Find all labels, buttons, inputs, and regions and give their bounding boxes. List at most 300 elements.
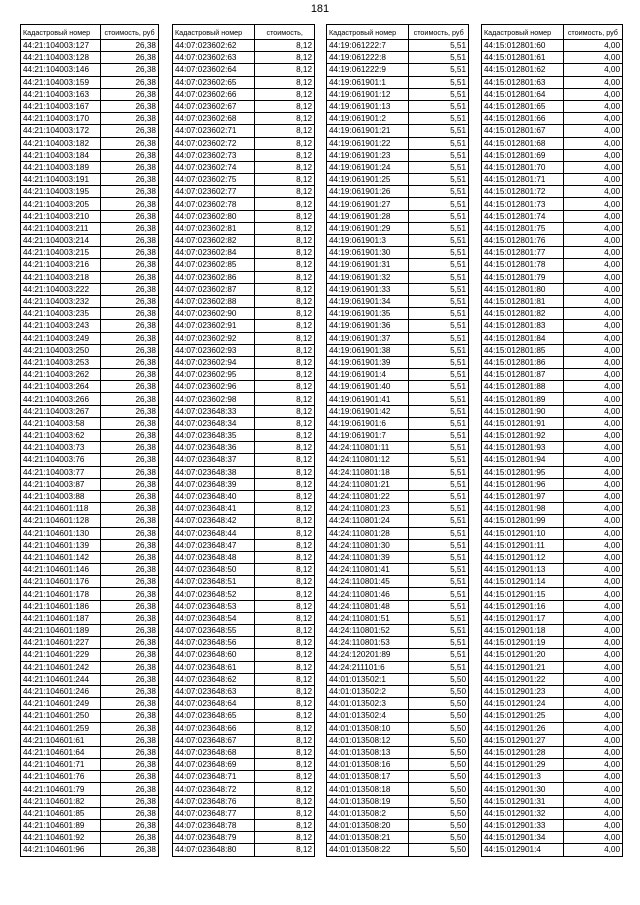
table-row: [482, 149, 623, 161]
cadastral-number-cell: 44:19:061901:42: [327, 405, 409, 417]
table-row: [173, 222, 315, 234]
cost-cell: 4,00: [563, 174, 622, 186]
table-row: [327, 698, 469, 710]
cost-cell: 5,51: [409, 344, 469, 356]
cadastral-number-cell: 44:07:023648:63: [173, 685, 255, 697]
cost-cell: 8,12: [255, 405, 315, 417]
cadastral-number-cell: 44:15:012801:92: [482, 430, 564, 442]
cost-cell: 4,00: [563, 564, 622, 576]
table-row: [173, 198, 315, 210]
cost-cell: 4,00: [563, 734, 622, 746]
cost-cell: 5,51: [409, 661, 469, 673]
table-row: [482, 832, 623, 844]
cost-cell: 8,12: [255, 710, 315, 722]
table-row: [21, 576, 159, 588]
table-row: [482, 283, 623, 295]
table-row: [21, 673, 159, 685]
cost-cell: 5,51: [409, 551, 469, 563]
cadastral-number-cell: 44:07:023648:80: [173, 844, 255, 856]
table-row: [327, 271, 469, 283]
cadastral-number-cell: 44:19:061901:37: [327, 332, 409, 344]
table-row: [482, 52, 623, 64]
cadastral-number-cell: 44:07:023602:74: [173, 161, 255, 173]
table-row: [21, 820, 159, 832]
cadastral-number-cell: 44:15:012801:72: [482, 186, 564, 198]
cost-cell: 26,38: [101, 515, 159, 527]
table-row: [173, 259, 315, 271]
table-row: [482, 186, 623, 198]
cadastral-number-cell: 44:07:023602:92: [173, 332, 255, 344]
table-row: [482, 466, 623, 478]
cost-cell: 26,38: [101, 783, 159, 795]
cadastral-number-cell: 44:21:104601:146: [21, 564, 101, 576]
cadastral-number-cell: 44:24:110801:23: [327, 503, 409, 515]
cost-cell: 8,12: [255, 515, 315, 527]
cadastral-number-cell: 44:07:023602:80: [173, 210, 255, 222]
cadastral-number-cell: 44:21:104003:249: [21, 332, 101, 344]
cadastral-number-cell: 44:21:104601:227: [21, 637, 101, 649]
table-row: [21, 551, 159, 563]
cost-cell: 26,38: [101, 490, 159, 502]
table-row: [327, 125, 469, 137]
cadastral-number-cell: 44:21:104601:118: [21, 503, 101, 515]
cadastral-number-cell: 44:21:104003:195: [21, 186, 101, 198]
cost-cell: 5,51: [409, 466, 469, 478]
table-row: [173, 661, 315, 673]
cadastral-number-cell: 44:15:012801:97: [482, 490, 564, 502]
table-row: [482, 478, 623, 490]
table-row: [21, 515, 159, 527]
cost-cell: 4,00: [563, 722, 622, 734]
table-row: [482, 198, 623, 210]
header-cost: стоимость, руб: [563, 25, 622, 40]
table-row: [327, 710, 469, 722]
table-row: [482, 161, 623, 173]
table-row: [482, 625, 623, 637]
table-row: [327, 612, 469, 624]
table-row: [21, 222, 159, 234]
cost-cell: 5,51: [409, 235, 469, 247]
cost-cell: 4,00: [563, 625, 622, 637]
cadastral-number-cell: 44:07:023602:62: [173, 40, 255, 52]
header-cadastral-number: Кадастровый номер: [173, 25, 255, 40]
cadastral-number-cell: 44:07:023648:78: [173, 820, 255, 832]
cadastral-number-cell: 44:15:012901:31: [482, 795, 564, 807]
table-row: [482, 442, 623, 454]
cadastral-number-cell: 44:21:104003:88: [21, 490, 101, 502]
table-row: [173, 88, 315, 100]
cadastral-number-cell: 44:15:012801:84: [482, 332, 564, 344]
cost-cell: 4,00: [563, 247, 622, 259]
table-row: [173, 466, 315, 478]
table-row: [173, 551, 315, 563]
cadastral-number-cell: 44:24:110801:24: [327, 515, 409, 527]
cost-cell: 5,50: [409, 710, 469, 722]
cost-cell: 8,12: [255, 174, 315, 186]
table-row: [327, 576, 469, 588]
cadastral-number-cell: 44:07:023602:98: [173, 393, 255, 405]
cost-cell: 5,51: [409, 539, 469, 551]
cadastral-number-cell: 44:07:023648:53: [173, 600, 255, 612]
cadastral-number-cell: 44:21:104003:267: [21, 405, 101, 417]
cost-cell: 4,00: [563, 515, 622, 527]
table-row: [21, 698, 159, 710]
cadastral-number-cell: 44:21:104003:235: [21, 308, 101, 320]
cadastral-number-cell: 44:21:104601:242: [21, 661, 101, 673]
cost-cell: 5,51: [409, 625, 469, 637]
cost-cell: 26,38: [101, 795, 159, 807]
cadastral-number-cell: 44:15:012801:68: [482, 137, 564, 149]
cadastral-number-cell: 44:19:061901:24: [327, 161, 409, 173]
table-row: [21, 600, 159, 612]
table-row: [173, 271, 315, 283]
table-row: [21, 381, 159, 393]
cadastral-number-cell: 44:07:023648:65: [173, 710, 255, 722]
cost-cell: 5,51: [409, 527, 469, 539]
cost-cell: 4,00: [563, 466, 622, 478]
cadastral-number-cell: 44:01:013508:18: [327, 783, 409, 795]
cost-cell: 4,00: [563, 600, 622, 612]
cost-cell: 26,38: [101, 174, 159, 186]
cadastral-number-cell: 44:21:104003:191: [21, 174, 101, 186]
cost-cell: 5,51: [409, 247, 469, 259]
cost-cell: 4,00: [563, 661, 622, 673]
cadastral-number-cell: 44:24:110801:48: [327, 600, 409, 612]
cost-cell: 5,51: [409, 454, 469, 466]
cadastral-number-cell: 44:19:061901:36: [327, 320, 409, 332]
table-row: [482, 698, 623, 710]
cadastral-number-cell: 44:07:023648:77: [173, 807, 255, 819]
cost-cell: 5,51: [409, 198, 469, 210]
cost-cell: 26,38: [101, 381, 159, 393]
cadastral-number-cell: 44:19:061222:8: [327, 52, 409, 64]
cost-cell: 26,38: [101, 125, 159, 137]
table-row: [327, 308, 469, 320]
cost-cell: 8,12: [255, 295, 315, 307]
cadastral-number-cell: 44:19:061901:6: [327, 417, 409, 429]
cadastral-number-cell: 44:15:012801:76: [482, 235, 564, 247]
table-row: [327, 235, 469, 247]
cost-cell: 26,38: [101, 478, 159, 490]
table-row: [327, 527, 469, 539]
cost-cell: 26,38: [101, 722, 159, 734]
cost-cell: 5,51: [409, 259, 469, 271]
table-row: [482, 100, 623, 112]
cost-cell: 5,50: [409, 746, 469, 758]
cadastral-number-cell: 44:24:110801:12: [327, 454, 409, 466]
table-row: [21, 259, 159, 271]
cadastral-number-cell: 44:15:012801:70: [482, 161, 564, 173]
table-row: [482, 332, 623, 344]
cost-cell: 4,00: [563, 186, 622, 198]
cadastral-number-cell: 44:15:012801:83: [482, 320, 564, 332]
cost-cell: 4,00: [563, 612, 622, 624]
cadastral-number-cell: 44:15:012901:15: [482, 588, 564, 600]
table-row: [327, 88, 469, 100]
table-row: [21, 344, 159, 356]
table-row: [482, 137, 623, 149]
cadastral-number-cell: 44:15:012801:67: [482, 125, 564, 137]
table-row: [173, 161, 315, 173]
cost-cell: 26,38: [101, 320, 159, 332]
table-row: [482, 417, 623, 429]
cost-cell: 26,38: [101, 734, 159, 746]
table-row: [173, 685, 315, 697]
cadastral-number-cell: 44:07:023648:52: [173, 588, 255, 600]
cost-cell: 4,00: [563, 746, 622, 758]
cadastral-number-cell: 44:07:023602:66: [173, 88, 255, 100]
cost-cell: 5,51: [409, 271, 469, 283]
cadastral-number-cell: 44:21:104003:222: [21, 283, 101, 295]
cost-cell: 4,00: [563, 771, 622, 783]
cost-cell: 5,51: [409, 149, 469, 161]
cadastral-number-cell: 44:21:104003:146: [21, 64, 101, 76]
table-row: [482, 40, 623, 52]
cost-cell: 26,38: [101, 661, 159, 673]
cadastral-number-cell: 44:21:104601:186: [21, 600, 101, 612]
cadastral-table-1: [20, 24, 159, 857]
cost-cell: 8,12: [255, 161, 315, 173]
cadastral-number-cell: 44:21:104003:189: [21, 161, 101, 173]
table-row: [482, 844, 623, 856]
cadastral-number-cell: 44:01:013508:21: [327, 832, 409, 844]
cadastral-number-cell: 44:21:104003:170: [21, 113, 101, 125]
cost-cell: 26,38: [101, 527, 159, 539]
cadastral-number-cell: 44:19:061901:38: [327, 344, 409, 356]
cost-cell: 8,12: [255, 381, 315, 393]
cost-cell: 4,00: [563, 503, 622, 515]
cost-cell: 5,51: [409, 612, 469, 624]
table-row: [482, 356, 623, 368]
table-row: [327, 832, 469, 844]
cadastral-number-cell: 44:07:023602:82: [173, 235, 255, 247]
table-row: [482, 710, 623, 722]
cadastral-number-cell: 44:07:023602:96: [173, 381, 255, 393]
table-row: [21, 198, 159, 210]
table-row: [173, 174, 315, 186]
table-row: [327, 490, 469, 502]
cadastral-number-cell: 44:21:104601:139: [21, 539, 101, 551]
table-row: [327, 673, 469, 685]
table-row: [482, 222, 623, 234]
cost-cell: 8,12: [255, 539, 315, 551]
cadastral-number-cell: 44:21:104003:172: [21, 125, 101, 137]
cadastral-number-cell: 44:21:104003:210: [21, 210, 101, 222]
cost-cell: 4,00: [563, 308, 622, 320]
cadastral-number-cell: 44:07:023648:64: [173, 698, 255, 710]
cadastral-number-cell: 44:07:023648:34: [173, 417, 255, 429]
cadastral-number-cell: 44:15:012801:75: [482, 222, 564, 234]
table-row: [21, 125, 159, 137]
cadastral-number-cell: 44:15:012901:24: [482, 698, 564, 710]
table-row: [482, 454, 623, 466]
table-row: [327, 40, 469, 52]
cost-cell: 8,12: [255, 430, 315, 442]
table-row: [21, 137, 159, 149]
table-row: [173, 807, 315, 819]
table-row: [327, 320, 469, 332]
cadastral-number-cell: 44:24:110801:18: [327, 466, 409, 478]
header-cadastral-number: Кадастровый номер: [21, 25, 101, 40]
cadastral-number-cell: 44:21:104601:96: [21, 844, 101, 856]
cadastral-number-cell: 44:15:012901:3: [482, 771, 564, 783]
table-row: [327, 356, 469, 368]
cadastral-number-cell: 44:07:023602:77: [173, 186, 255, 198]
table-row: [482, 295, 623, 307]
cost-cell: 26,38: [101, 637, 159, 649]
page-number: 181: [310, 3, 330, 15]
cadastral-number-cell: 44:24:110801:53: [327, 637, 409, 649]
cadastral-number-cell: 44:15:012801:98: [482, 503, 564, 515]
cadastral-number-cell: 44:15:012801:81: [482, 295, 564, 307]
cost-cell: 4,00: [563, 832, 622, 844]
cadastral-number-cell: 44:21:104601:229: [21, 649, 101, 661]
cadastral-number-cell: 44:21:104601:85: [21, 807, 101, 819]
cadastral-number-cell: 44:21:104601:82: [21, 795, 101, 807]
cadastral-number-cell: 44:07:023648:79: [173, 832, 255, 844]
table-row: [327, 734, 469, 746]
cadastral-number-cell: 44:07:023648:60: [173, 649, 255, 661]
cost-cell: 26,38: [101, 76, 159, 88]
cadastral-number-cell: 44:07:023602:63: [173, 52, 255, 64]
cost-cell: 5,50: [409, 685, 469, 697]
table-row: [173, 576, 315, 588]
cost-cell: 26,38: [101, 832, 159, 844]
cadastral-number-cell: 44:21:104003:77: [21, 466, 101, 478]
cadastral-number-cell: 44:21:104003:159: [21, 76, 101, 88]
cadastral-number-cell: 44:21:104601:187: [21, 612, 101, 624]
cadastral-number-cell: 44:19:061901:28: [327, 210, 409, 222]
cost-cell: 5,50: [409, 807, 469, 819]
cadastral-number-cell: 44:15:012801:73: [482, 198, 564, 210]
table-row: [21, 637, 159, 649]
cost-cell: 5,51: [409, 125, 469, 137]
table-row: [173, 478, 315, 490]
cost-cell: 5,51: [409, 564, 469, 576]
table-row: [482, 795, 623, 807]
table-row: [327, 759, 469, 771]
table-row: [327, 807, 469, 819]
cost-cell: 26,38: [101, 235, 159, 247]
cost-cell: 26,38: [101, 52, 159, 64]
table-row: [21, 149, 159, 161]
header-cost: стоимость, руб: [409, 25, 469, 40]
table-row: [327, 259, 469, 271]
cost-cell: 26,38: [101, 442, 159, 454]
cadastral-number-cell: 44:07:023602:84: [173, 247, 255, 259]
cost-cell: 4,00: [563, 100, 622, 112]
cadastral-number-cell: 44:21:104003:58: [21, 417, 101, 429]
cost-cell: 8,12: [255, 795, 315, 807]
table-row: [482, 393, 623, 405]
table-row: [173, 527, 315, 539]
cadastral-number-cell: 44:07:023602:73: [173, 149, 255, 161]
cadastral-number-cell: 44:07:023648:50: [173, 564, 255, 576]
cadastral-number-cell: 44:15:012901:14: [482, 576, 564, 588]
table-row: [327, 149, 469, 161]
cost-cell: 5,51: [409, 490, 469, 502]
cost-cell: 5,51: [409, 393, 469, 405]
table-row: [327, 515, 469, 527]
table-row: [173, 369, 315, 381]
cadastral-number-cell: 44:01:013508:13: [327, 746, 409, 758]
table-row: [327, 405, 469, 417]
cost-cell: 5,51: [409, 320, 469, 332]
table-row: [21, 161, 159, 173]
table-row: [482, 381, 623, 393]
table-row: [482, 539, 623, 551]
cadastral-number-cell: 44:21:104003:262: [21, 369, 101, 381]
cost-cell: 4,00: [563, 710, 622, 722]
table-row: [482, 369, 623, 381]
table-row: [327, 454, 469, 466]
table-row: [21, 417, 159, 429]
cost-cell: 5,50: [409, 722, 469, 734]
cost-cell: 4,00: [563, 539, 622, 551]
cadastral-number-cell: 44:21:104601:71: [21, 759, 101, 771]
cost-cell: 26,38: [101, 222, 159, 234]
cadastral-number-cell: 44:15:012901:16: [482, 600, 564, 612]
cost-cell: 8,12: [255, 283, 315, 295]
table-row: [173, 186, 315, 198]
cost-cell: 5,51: [409, 503, 469, 515]
cost-cell: 5,51: [409, 332, 469, 344]
cost-cell: 8,12: [255, 783, 315, 795]
table-row: [482, 174, 623, 186]
table-row: [173, 405, 315, 417]
cadastral-number-cell: 44:24:110801:46: [327, 588, 409, 600]
cost-cell: 8,12: [255, 149, 315, 161]
cost-cell: 8,12: [255, 490, 315, 502]
table-row: [21, 490, 159, 502]
table-row: [327, 478, 469, 490]
cadastral-number-cell: 44:01:013508:16: [327, 759, 409, 771]
table-row: [21, 527, 159, 539]
cadastral-number-cell: 44:15:012801:99: [482, 515, 564, 527]
table-row: [482, 551, 623, 563]
cost-cell: 8,12: [255, 576, 315, 588]
cadastral-number-cell: 44:21:104003:266: [21, 393, 101, 405]
table-row: [21, 247, 159, 259]
table-row: [173, 344, 315, 356]
table-row: [173, 125, 315, 137]
cadastral-number-cell: 44:07:023648:72: [173, 783, 255, 795]
cadastral-number-cell: 44:15:012801:80: [482, 283, 564, 295]
cadastral-number-cell: 44:21:104003:232: [21, 295, 101, 307]
cadastral-number-cell: 44:07:023648:71: [173, 771, 255, 783]
cost-cell: 8,12: [255, 308, 315, 320]
table-row: [173, 64, 315, 76]
cost-cell: 26,38: [101, 356, 159, 368]
cost-cell: 4,00: [563, 40, 622, 52]
table-row: [21, 430, 159, 442]
cadastral-number-cell: 44:24:211101:6: [327, 661, 409, 673]
cost-cell: 26,38: [101, 100, 159, 112]
cadastral-number-cell: 44:24:110801:51: [327, 612, 409, 624]
cost-cell: 5,51: [409, 76, 469, 88]
table-row: [173, 759, 315, 771]
table-row: [21, 564, 159, 576]
table-row: [482, 637, 623, 649]
table-row: [327, 247, 469, 259]
table-row: [482, 235, 623, 247]
cost-cell: 26,38: [101, 612, 159, 624]
table-row: [482, 247, 623, 259]
cost-cell: 5,51: [409, 356, 469, 368]
cadastral-number-cell: 44:19:061222:7: [327, 40, 409, 52]
table-row: [173, 637, 315, 649]
table-row: [482, 685, 623, 697]
